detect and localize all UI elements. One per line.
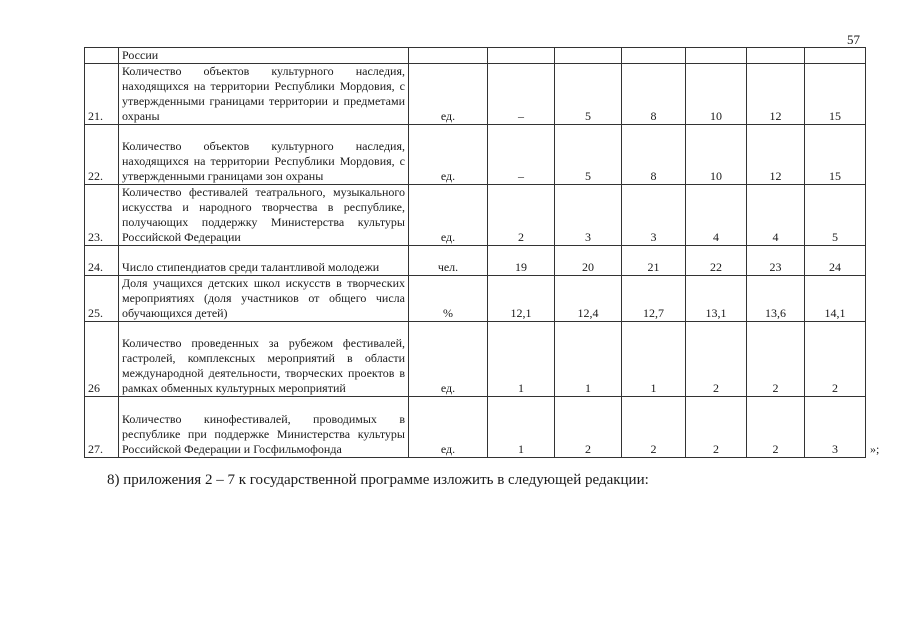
table-cell-value: 2 [686, 322, 747, 397]
table-cell-unit: ед. [409, 125, 488, 185]
amendment-paragraph: 8) приложения 2 – 7 к государственной программе изложить в следующей редакции: [107, 472, 649, 488]
table-cell-value: 5 [555, 64, 622, 125]
table-cell-value: 13,1 [686, 276, 747, 322]
table-cell-num: 23. [85, 185, 119, 246]
table-cell-num [85, 48, 119, 64]
page-number: 57 [847, 32, 860, 47]
table-row [85, 125, 866, 185]
table-cell-num: 26 [85, 322, 119, 397]
table-cell-value: 8 [622, 64, 686, 125]
table-cell-unit: чел. [409, 246, 488, 276]
table-cell-num: 24. [85, 246, 119, 276]
table-cell-value: 1 [555, 322, 622, 397]
closing-mark: »; [870, 442, 880, 456]
table-cell-value: – [488, 64, 555, 125]
table-cell-value [488, 48, 555, 64]
table-cell-value [805, 48, 866, 64]
table-cell-name: Количество кинофестивалей, проводимых в республике при поддержке Министерства культуры Российской Федерации и Госфильмофонда [119, 397, 409, 458]
table-cell-value: 1 [488, 397, 555, 458]
table-cell-value: 2 [747, 322, 805, 397]
table-row [85, 246, 866, 276]
table-cell-value: 20 [555, 246, 622, 276]
table-cell-num: 27. [85, 397, 119, 458]
table-cell-unit: ед. [409, 397, 488, 458]
table-row [85, 276, 866, 322]
table-cell-value: 21 [622, 246, 686, 276]
table-cell-value: 15 [805, 64, 866, 125]
table-cell-value: 1 [488, 322, 555, 397]
table-cell-value: 2 [805, 322, 866, 397]
table-cell-value: 10 [686, 125, 747, 185]
table-row [85, 185, 866, 246]
table-cell-value [747, 48, 805, 64]
table-cell-value [555, 48, 622, 64]
table-cell-value: 3 [555, 185, 622, 246]
table-cell-value: 8 [622, 125, 686, 185]
table-row [85, 322, 866, 397]
table-cell-value: 22 [686, 246, 747, 276]
table-cell-value: 12,1 [488, 276, 555, 322]
table-row-continuation [85, 48, 866, 64]
table-cell-num: 22. [85, 125, 119, 185]
table-cell-value: 3 [622, 185, 686, 246]
table-cell-value: 2 [622, 397, 686, 458]
table-cell-value: 5 [555, 125, 622, 185]
table-cell-unit: ед. [409, 185, 488, 246]
table-cell-value: 23 [747, 246, 805, 276]
table-cell-value: 5 [805, 185, 866, 246]
table-cell-value: 13,6 [747, 276, 805, 322]
table-cell-name: Количество проведенных за рубежом фестивалей, гастролей, комплексных мероприятий в области международной деятельности, творческих проектов в рамках обменных культурных мероприятий [119, 322, 409, 397]
table-cell-value: 12,4 [555, 276, 622, 322]
table-cell-value: – [488, 125, 555, 185]
table-cell-name: Количество объектов культурного наследия, находящихся на территории Республики Мордовия, с утвержденными границами территории и предметами охраны [119, 64, 409, 125]
indicators-table [84, 47, 866, 458]
table-cell-unit: % [409, 276, 488, 322]
table-cell-name: Число стипендиатов среди талантливой молодежи [119, 246, 409, 276]
table-cell-value: 4 [686, 185, 747, 246]
table-cell-value: 2 [686, 397, 747, 458]
table-cell-unit: ед. [409, 64, 488, 125]
table-cell-value: 10 [686, 64, 747, 125]
table-cell-name: Количество объектов культурного наследия, находящихся на территории Республики Мордовия, с утвержденными границами зон охраны [119, 125, 409, 185]
table-cell-value: 19 [488, 246, 555, 276]
table-cell-unit [409, 48, 488, 64]
table-cell-name: России [119, 48, 409, 64]
table-cell-unit: ед. [409, 322, 488, 397]
table-cell-value: 1 [622, 322, 686, 397]
table-cell-value: 2 [555, 397, 622, 458]
table-cell-value: 3 [805, 397, 866, 458]
table-cell-name: Доля учащихся детских школ искусств в творческих мероприятиях (доля участников от общего числа обучающихся детей) [119, 276, 409, 322]
table-cell-value: 2 [488, 185, 555, 246]
table-cell-value: 12 [747, 64, 805, 125]
table-cell-value: 4 [747, 185, 805, 246]
table-cell-value: 2 [747, 397, 805, 458]
table-cell-value: 24 [805, 246, 866, 276]
table-cell-value [686, 48, 747, 64]
table-row [85, 64, 866, 125]
table-cell-value: 15 [805, 125, 866, 185]
table-cell-num: 21. [85, 64, 119, 125]
table-row [85, 397, 866, 458]
table-cell-value: 14,1 [805, 276, 866, 322]
table-cell-name: Количество фестивалей театрального, музыкального искусства и народного творчества в республике, получающих поддержку Министерства культуры Российской Федерации [119, 185, 409, 246]
table-cell-value: 12,7 [622, 276, 686, 322]
table-cell-value [622, 48, 686, 64]
table-cell-num: 25. [85, 276, 119, 322]
table-cell-value: 12 [747, 125, 805, 185]
